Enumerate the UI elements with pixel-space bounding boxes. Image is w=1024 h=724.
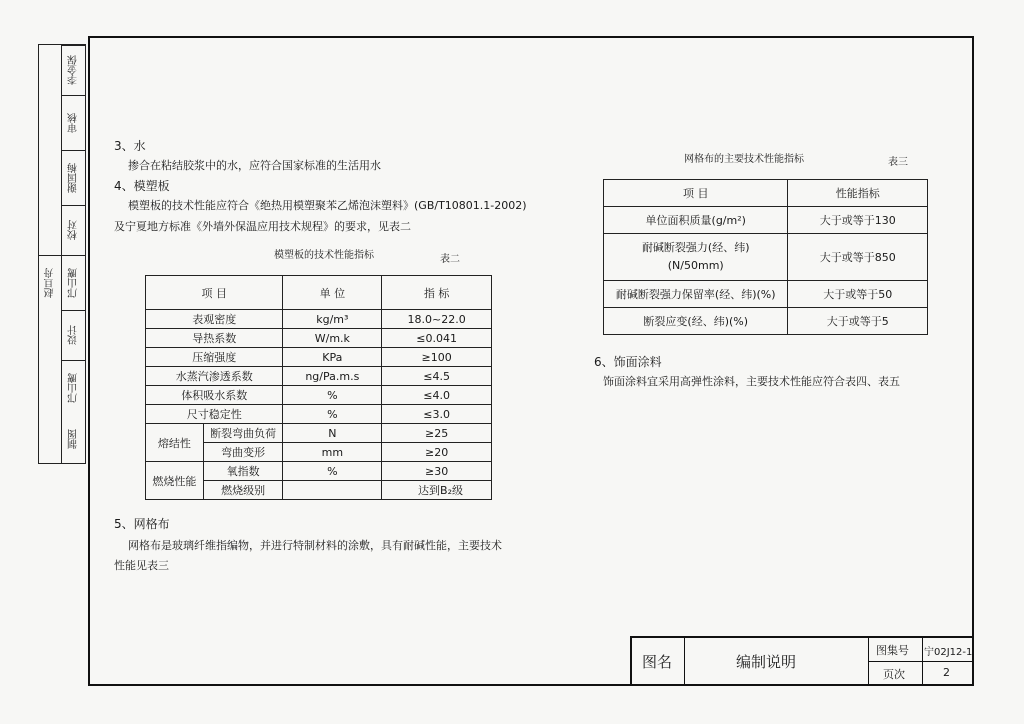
table-row [604, 234, 928, 281]
table-row [146, 424, 492, 443]
page-label: 页次 [883, 668, 905, 681]
table2 [145, 275, 492, 500]
sidebar-cell-6: 设计 [62, 310, 86, 360]
cell-value: ≥100 [382, 348, 492, 367]
group-label: 熔结性 [146, 424, 204, 462]
cell-item: 氧指数 [203, 462, 283, 481]
title-name: 编制说明 [736, 653, 797, 671]
cell-item: 单位面积质量(g/m²) [604, 207, 788, 234]
sidebar-cell-4: 校对 [62, 205, 86, 255]
table3 [603, 179, 928, 335]
cell-value: 大于或等于130 [788, 207, 928, 234]
cell-unit: W/m.k [283, 329, 382, 348]
atlas-number: 宁02J12-1 [924, 647, 973, 658]
cell-value: 18.0~22.0 [382, 310, 492, 329]
section-5-body-1: 网格布是玻璃纤维指编物，并进行特制材料的涂敷，具有耐碱性能，主要技术 [128, 539, 502, 552]
page-number: 2 [943, 666, 950, 679]
cell-value: ≤4.0 [382, 386, 492, 405]
table-row [146, 462, 492, 481]
section-3-body: 掺合在粘结胶浆中的水，应符合国家标准的生活用水 [128, 159, 381, 172]
table3-header-item: 项 目 [604, 180, 788, 207]
cell-value: 大于或等于50 [788, 281, 928, 308]
table2-title: 模塑板的技术性能指标 [274, 250, 374, 261]
cell-value: ≤3.0 [382, 405, 492, 424]
cell-item: 尺寸稳定性 [146, 405, 283, 424]
cell-item: 断裂弯曲负荷 [203, 424, 283, 443]
table3-title: 网格布的主要技术性能指标 [684, 154, 804, 165]
cell-value: 达到B₂级 [382, 481, 492, 500]
cell-item: 体积吸水系数 [146, 386, 283, 405]
cell-unit: N [283, 424, 382, 443]
sidebar-cell-5: 赵旦舟 [39, 255, 62, 310]
table-row [604, 308, 928, 335]
cell-value: ≤4.5 [382, 367, 492, 386]
table2-header-item: 项 目 [146, 276, 283, 310]
cell-item: 压缩强度 [146, 348, 283, 367]
cell-item: 水蒸汽渗透系数 [146, 367, 283, 386]
cell-unit [283, 481, 382, 500]
cell-unit: ng/Pa.m.s [283, 367, 382, 386]
cell-unit: KPa [283, 348, 382, 367]
table2-header-value: 指 标 [382, 276, 492, 310]
sidebar-sub-1: 邝山鹰 [62, 255, 86, 310]
sidebar-divider [61, 45, 62, 463]
section-5-heading: 5、网格布 [114, 517, 170, 531]
sidebar-cell-3: 谢国梅 [62, 150, 86, 205]
title-name-label: 图名 [642, 653, 673, 671]
cell-unit: kg/m³ [283, 310, 382, 329]
cell-unit: % [283, 462, 382, 481]
section-4-body-1: 模塑板的技术性能应符合《绝热用模塑聚苯乙烯泡沫塑料》(GB/T10801.1-2002) [128, 199, 527, 212]
sidebar-cell-8: 制图 [68, 429, 80, 449]
cell-item: 表观密度 [146, 310, 283, 329]
cell-value: ≥20 [382, 443, 492, 462]
cell-value: ≤0.041 [382, 329, 492, 348]
table3-label: 表三 [888, 157, 908, 168]
atlas-number-label: 图集号 [876, 644, 909, 657]
cell-item: 燃烧级别 [203, 481, 283, 500]
table-row [604, 281, 928, 308]
cell-value: 大于或等于5 [788, 308, 928, 335]
cell-value: ≥30 [382, 462, 492, 481]
table-row [604, 207, 928, 234]
table-row [146, 348, 492, 367]
sidebar-cell-7: 邝山鹰 [62, 360, 86, 415]
table-row [146, 310, 492, 329]
cell-value: 大于或等于850 [788, 234, 928, 281]
section-5-body-2: 性能见表三 [114, 559, 169, 572]
section-3-heading: 3、水 [114, 139, 146, 153]
table3-header-value: 性能指标 [788, 180, 928, 207]
section-4-body-2: 及宁夏地方标准《外墙外保温应用技术规程》的要求，见表二 [114, 220, 411, 233]
table-row [146, 329, 492, 348]
table-row [146, 386, 492, 405]
section-6-heading: 6、饰面涂料 [594, 355, 662, 369]
cell-item: 耐碱断裂强力(经、纬) (N/50mm) [604, 234, 788, 281]
section-4-heading: 4、模塑板 [114, 179, 170, 193]
cell-item: 耐碱断裂强力保留率(经、纬)(%) [604, 281, 788, 308]
sidebar-cell-1: 李金保 [62, 45, 86, 95]
table2-header-unit: 单 位 [283, 276, 382, 310]
title-block [630, 636, 974, 686]
cell-unit: mm [283, 443, 382, 462]
cell-item: 断裂应变(经、纬)(%) [604, 308, 788, 335]
cell-unit: % [283, 405, 382, 424]
table2-label: 表二 [440, 254, 460, 265]
table-row [146, 367, 492, 386]
cell-item: 导热系数 [146, 329, 283, 348]
sidebar-cell-2: 审核 [62, 95, 86, 150]
cell-value: ≥25 [382, 424, 492, 443]
group-label: 燃烧性能 [146, 462, 204, 500]
cell-unit: % [283, 386, 382, 405]
section-6-body: 饰面涂料宜采用高弹性涂料，主要技术性能应符合表四、表五 [603, 375, 900, 388]
signature-sidebar [38, 44, 86, 464]
table-row [146, 405, 492, 424]
cell-item: 弯曲变形 [203, 443, 283, 462]
